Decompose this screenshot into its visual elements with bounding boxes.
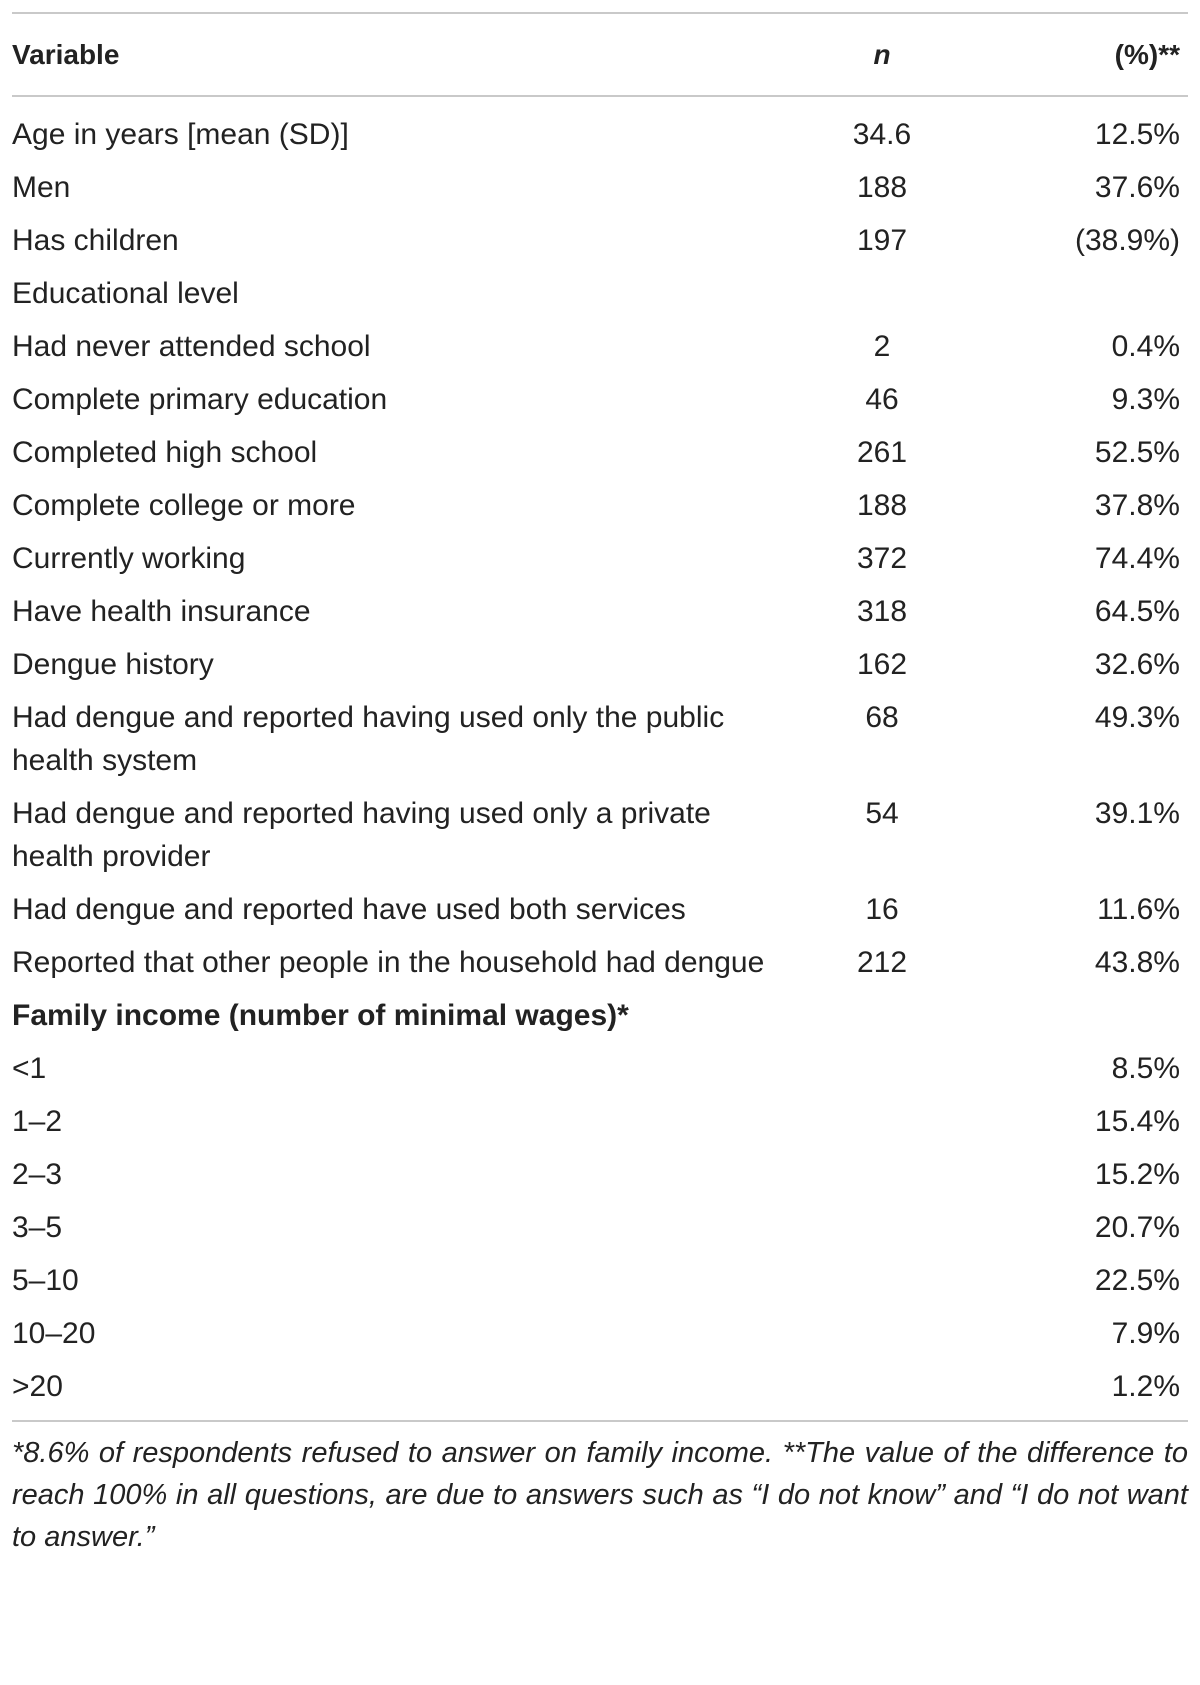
row-n (792, 1202, 972, 1255)
row-percent: 49.3% (1094, 701, 1180, 734)
row-n: 16 (865, 893, 899, 926)
row-variable: 1–2 (12, 1105, 63, 1138)
row-percent (972, 268, 1188, 321)
row-percent: 43.8% (1094, 946, 1180, 979)
row-variable: Has children (12, 224, 179, 257)
row-percent: 39.1% (1094, 797, 1180, 830)
table-row (12, 374, 1188, 427)
row-n (792, 1255, 972, 1308)
table-row (12, 1202, 1188, 1255)
row-n: 162 (856, 648, 908, 681)
row-percent: 8.5% (1111, 1052, 1180, 1085)
row-n: 188 (856, 489, 908, 522)
table-row (12, 586, 1188, 639)
row-variable: >20 (12, 1370, 63, 1403)
row-variable: 5–10 (12, 1264, 79, 1297)
header-variable: Variable (12, 38, 120, 70)
row-variable: Had dengue and reported having used only the public health system (12, 701, 725, 777)
row-n (792, 1361, 972, 1420)
table-row (12, 215, 1188, 268)
row-percent: 22.5% (1094, 1264, 1180, 1297)
row-variable: 2–3 (12, 1158, 63, 1191)
section-header-row (12, 990, 1188, 1043)
row-percent: 37.6% (1094, 171, 1180, 204)
table-row (12, 1149, 1188, 1202)
row-n: 68 (865, 701, 899, 734)
row-n: 261 (856, 436, 908, 469)
row-n (792, 268, 972, 321)
row-n (792, 990, 972, 1043)
row-percent: 0.4% (1111, 330, 1180, 363)
table-row (12, 788, 1188, 884)
row-variable: Had dengue and reported having used only a private health provider (12, 797, 711, 873)
row-variable: Currently working (12, 542, 246, 575)
row-percent: 7.9% (1111, 1317, 1180, 1350)
row-percent: 9.3% (1111, 383, 1180, 416)
row-variable: Family income (number of minimal wages)* (12, 999, 629, 1032)
row-variable: Reported that other people in the household had dengue (12, 946, 765, 979)
row-variable: Dengue history (12, 648, 214, 681)
row-variable: <1 (12, 1052, 47, 1085)
row-n (792, 1043, 972, 1096)
header-row (12, 14, 1188, 95)
row-variable: Complete college or more (12, 489, 356, 522)
row-percent: 32.6% (1094, 648, 1180, 681)
row-percent (972, 990, 1188, 1043)
table-row (12, 533, 1188, 586)
row-variable: Had never attended school (12, 330, 371, 363)
header-n: n (873, 38, 891, 70)
row-variable: Men (12, 171, 71, 204)
row-variable: 10–20 (12, 1317, 96, 1350)
row-percent: 12.5% (1094, 118, 1180, 151)
row-variable: Complete primary education (12, 383, 388, 416)
row-n: 2 (873, 330, 891, 363)
demographics-table (12, 14, 1188, 1420)
table-footnote: *8.6% of respondents refused to answer on family income. **The value of the difference to reach 100% in all questions, are due to answers such as “I do not know” and “I do not want to answer.” (12, 1437, 1188, 1553)
table-row (12, 1361, 1188, 1420)
row-n: 197 (856, 224, 908, 257)
table-row (12, 268, 1188, 321)
row-n: 372 (856, 542, 908, 575)
row-n: 188 (856, 171, 908, 204)
table-row (12, 1043, 1188, 1096)
table-row (12, 639, 1188, 692)
row-percent: 15.2% (1094, 1158, 1180, 1191)
table-row (12, 884, 1188, 937)
table-row (12, 321, 1188, 374)
table-row (12, 162, 1188, 215)
table-row (12, 1308, 1188, 1361)
table-row (12, 937, 1188, 990)
row-percent: (38.9%) (1074, 224, 1180, 257)
table-row (12, 97, 1188, 162)
row-variable: Had dengue and reported have used both services (12, 893, 686, 926)
row-variable: Have health insurance (12, 595, 311, 628)
table-row (12, 480, 1188, 533)
demographics-table-container (12, 12, 1188, 1558)
row-variable: Educational level (12, 277, 239, 310)
row-n (792, 1096, 972, 1149)
row-percent: 1.2% (1111, 1370, 1180, 1403)
row-percent: 11.6% (1097, 893, 1180, 926)
row-percent: 52.5% (1094, 436, 1180, 469)
row-percent: 15.4% (1094, 1105, 1180, 1138)
row-percent: 37.8% (1094, 489, 1180, 522)
row-n (792, 1149, 972, 1202)
table-row (12, 427, 1188, 480)
row-n: 54 (865, 797, 899, 830)
row-percent: 20.7% (1094, 1211, 1180, 1244)
row-variable: 3–5 (12, 1211, 63, 1244)
header-percent: (%)** (1114, 38, 1180, 70)
table-row (12, 1255, 1188, 1308)
row-n: 46 (865, 383, 899, 416)
table-row (12, 692, 1188, 788)
row-percent: 64.5% (1094, 595, 1180, 628)
table-row (12, 1096, 1188, 1149)
row-n (792, 1308, 972, 1361)
row-percent: 74.4% (1094, 542, 1180, 575)
row-n: 212 (856, 946, 908, 979)
row-variable: Completed high school (12, 436, 318, 469)
row-n: 318 (856, 595, 908, 628)
row-n: 34.6 (852, 118, 912, 151)
row-variable: Age in years [mean (SD)] (12, 118, 349, 151)
